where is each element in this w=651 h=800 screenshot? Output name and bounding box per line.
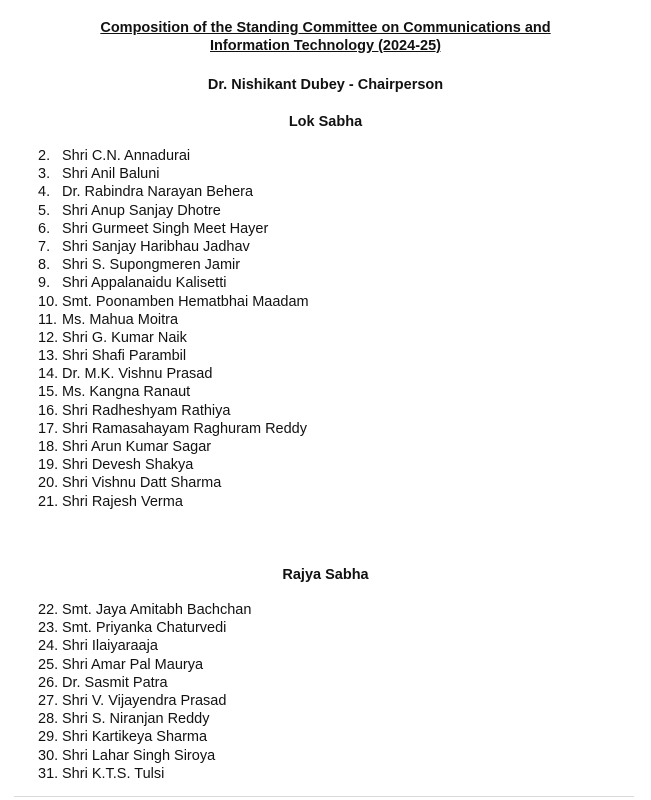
member-list-item bbox=[38, 456, 309, 474]
member-number: 30. bbox=[38, 747, 59, 764]
member-name: Smt. Poonamben Hematbhai Maadam bbox=[62, 293, 309, 310]
member-name: Smt. Jaya Amitabh Bachchan bbox=[62, 602, 252, 618]
member-number: 17. bbox=[38, 420, 59, 437]
member-name: Ms. Mahua Moitra bbox=[62, 311, 179, 328]
member-number: 18. bbox=[38, 439, 59, 455]
member-name: Shri Anup Sanjay Dhotre bbox=[62, 202, 221, 219]
member-number: 3. bbox=[38, 166, 51, 183]
member-number: 24. bbox=[38, 638, 59, 655]
member-name: Shri Kartikeya Sharma bbox=[62, 729, 208, 746]
member-list-item bbox=[38, 619, 251, 637]
member-name: Shri Shafi Parambil bbox=[62, 348, 187, 365]
member-list-item bbox=[38, 656, 251, 674]
member-number: 28. bbox=[38, 711, 59, 728]
member-list-item bbox=[38, 637, 251, 655]
member-list-item bbox=[38, 311, 309, 329]
member-name: Shri V. Vijayendra Prasad bbox=[62, 692, 227, 709]
member-number: 5. bbox=[38, 202, 51, 219]
member-list-item bbox=[38, 765, 251, 783]
member-name: Smt. Priyanka Chaturvedi bbox=[62, 620, 227, 637]
member-number: 10. bbox=[38, 293, 59, 310]
member-number: 12. bbox=[38, 329, 59, 346]
member-list-item bbox=[38, 474, 309, 492]
member-list-item bbox=[38, 710, 251, 728]
member-number: 13. bbox=[38, 348, 59, 365]
member-number: 9. bbox=[38, 275, 51, 292]
member-name: Dr. Sasmit Patra bbox=[62, 674, 168, 691]
member-name: Dr. Rabindra Narayan Behera bbox=[62, 184, 254, 201]
member-list-item bbox=[38, 165, 309, 183]
member-number: 29. bbox=[38, 729, 59, 746]
member-list-item bbox=[38, 747, 251, 765]
member-list-item bbox=[38, 329, 309, 347]
member-list-item bbox=[38, 438, 309, 456]
member-list-item bbox=[38, 402, 309, 420]
member-number: 4. bbox=[38, 184, 51, 201]
page-bottom-divider bbox=[14, 796, 634, 797]
member-number: 7. bbox=[38, 238, 51, 255]
member-list-item bbox=[38, 202, 309, 220]
member-list-item bbox=[38, 493, 309, 511]
chairperson-line: Dr. Nishikant Dubey - Chairperson bbox=[207, 77, 444, 93]
member-number: 23. bbox=[38, 620, 59, 637]
member-number: 22. bbox=[38, 602, 59, 618]
lok-sabha-member-list bbox=[38, 147, 309, 511]
member-list-item bbox=[38, 601, 251, 619]
member-number: 26. bbox=[38, 674, 59, 691]
member-name: Shri Radheshyam Rathiya bbox=[62, 402, 231, 419]
member-list-item bbox=[38, 728, 251, 746]
member-name: Ms. Kangna Ranaut bbox=[62, 384, 191, 401]
member-number: 21. bbox=[38, 493, 59, 510]
member-name: Shri S. Supongmeren Jamir bbox=[62, 257, 241, 274]
member-list-item bbox=[38, 674, 251, 692]
member-list-item bbox=[38, 383, 309, 401]
member-number: 16. bbox=[38, 402, 59, 419]
member-list-item bbox=[38, 183, 309, 201]
member-name: Shri Gurmeet Singh Meet Hayer bbox=[62, 220, 269, 237]
member-name: Shri Ramasahayam Raghuram Reddy bbox=[62, 420, 307, 437]
title-line-1: Composition of the Standing Committee on Communications and bbox=[100, 20, 551, 36]
member-list-item bbox=[38, 293, 309, 311]
member-number: 19. bbox=[38, 457, 59, 474]
member-number: 6. bbox=[38, 220, 51, 237]
member-name: Shri C.N. Annadurai bbox=[62, 148, 191, 164]
member-name: Shri Devesh Shakya bbox=[62, 457, 194, 474]
member-name: Shri Appalanaidu Kalisetti bbox=[62, 275, 227, 292]
title-line-2: Information Technology (2024-25) bbox=[210, 38, 441, 54]
member-list-item bbox=[38, 347, 309, 365]
member-list-item bbox=[38, 420, 309, 438]
member-name: Shri S. Niranjan Reddy bbox=[62, 711, 210, 728]
member-name: Shri Ilaiyaraaja bbox=[62, 638, 158, 655]
member-number: 31. bbox=[38, 765, 59, 782]
member-number: 2. bbox=[38, 148, 51, 164]
rajya-sabha-heading: Rajya Sabha bbox=[282, 567, 369, 583]
member-name: Shri Lahar Singh Siroya bbox=[62, 747, 216, 764]
member-number: 20. bbox=[38, 475, 59, 492]
member-list-item bbox=[38, 365, 309, 383]
member-list-item bbox=[38, 238, 309, 256]
member-list-item bbox=[38, 220, 309, 238]
lok-sabha-heading: Lok Sabha bbox=[288, 114, 363, 130]
member-number: 27. bbox=[38, 692, 59, 709]
rajya-sabha-member-list bbox=[38, 601, 251, 783]
member-name: Dr. M.K. Vishnu Prasad bbox=[62, 366, 213, 383]
member-name: Shri Anil Baluni bbox=[62, 166, 160, 183]
member-number: 25. bbox=[38, 656, 59, 673]
member-number: 11. bbox=[38, 311, 58, 328]
member-number: 14. bbox=[38, 366, 59, 383]
member-name: Shri Amar Pal Maurya bbox=[62, 656, 204, 673]
member-list-item bbox=[38, 274, 309, 292]
member-name: Shri Sanjay Haribhau Jadhav bbox=[62, 238, 250, 255]
member-list-item bbox=[38, 256, 309, 274]
member-name: Shri Arun Kumar Sagar bbox=[62, 439, 212, 455]
member-number: 8. bbox=[38, 257, 51, 274]
member-name: Shri Vishnu Datt Sharma bbox=[62, 475, 222, 492]
member-name: Shri Rajesh Verma bbox=[62, 493, 183, 510]
member-list-item bbox=[38, 147, 309, 165]
member-name: Shri K.T.S. Tulsi bbox=[62, 765, 165, 782]
document-title bbox=[0, 19, 651, 55]
member-list-item bbox=[38, 692, 251, 710]
member-number: 15. bbox=[38, 384, 59, 401]
member-name: Shri G. Kumar Naik bbox=[62, 329, 187, 346]
